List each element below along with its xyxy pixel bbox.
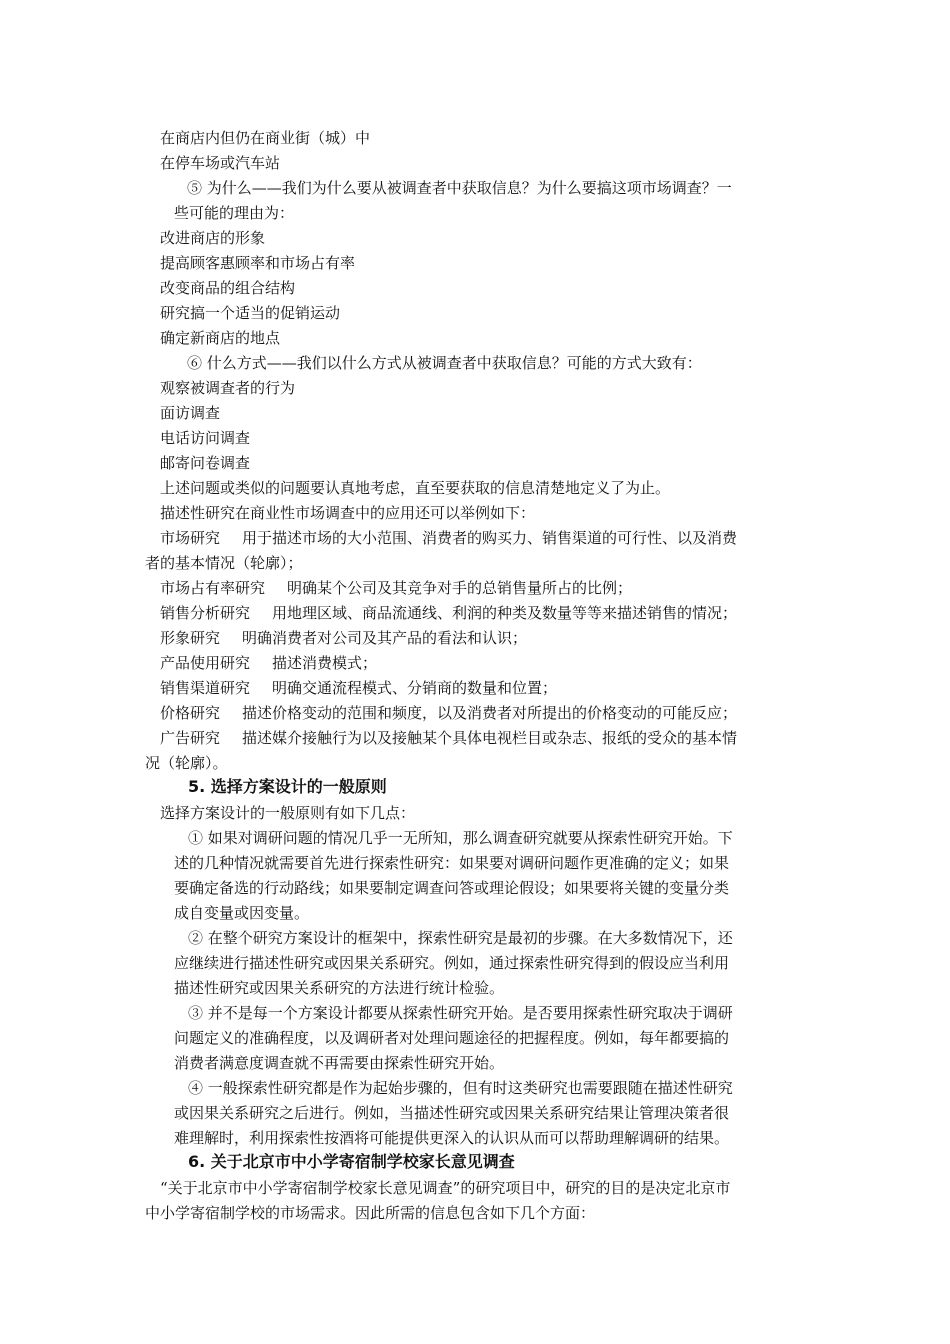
paragraph-line: 描述性研究在商业性市场调查中的应用还可以举例如下： [160, 504, 536, 522]
definition: 描述媒介接触行为以及接触某个具体电视栏目或杂志、报纸的受众的基本情 [242, 729, 738, 747]
definition-row [160, 578, 632, 598]
paragraph-line: 者的基本情况（轮廓）； [145, 554, 303, 572]
term: 市场研究 [160, 529, 221, 547]
definition: 明确消费者对公司及其产品的看法和认识； [242, 629, 528, 647]
list-item: 确定新商店的地点 [160, 329, 281, 347]
paragraph-line: 问题定义的准确程度，以及调研者对处理问题途径的把握程度。例如，每年都要搞的 [174, 1029, 730, 1047]
paragraph-line: 况（轮廓）。 [145, 754, 228, 772]
paragraph-line: ⑥ 什么方式——我们以什么方式从被调查者中获取信息？可能的方式大致有： [187, 354, 702, 372]
list-item: 邮寄问卷调查 [160, 454, 251, 472]
list-item: 在停车场或汽车站 [160, 154, 281, 172]
paragraph-line: 中小学寄宿制学校的市场需求。因此所需的信息包含如下几个方面： [145, 1204, 596, 1222]
paragraph-line: ④ 一般探索性研究都是作为起始步骤的，但有时这类研究也需要跟随在描述性研究 [188, 1079, 733, 1097]
definition-row [160, 653, 377, 673]
list-item: 面访调查 [160, 404, 221, 422]
definition-row [160, 728, 737, 748]
section-heading-6: 6. 关于北京市中小学寄宿制学校家长意见调查 [188, 1152, 515, 1171]
term: 销售渠道研究 [160, 679, 251, 697]
list-item: 观察被调查者的行为 [160, 379, 296, 397]
list-item: 在商店内但仍在商业街（城）中 [160, 129, 371, 147]
paragraph-line: ⑤ 为什么——我们为什么要从被调查者中获取信息？为什么要搞这项市场调查？一 [187, 179, 732, 197]
paragraph-line: 选择方案设计的一般原则有如下几点： [160, 804, 416, 822]
paragraph-line: “关于北京市中小学寄宿制学校家长意见调查”的研究项目中，研究的目的是决定北京市 [160, 1179, 731, 1197]
paragraph-line: 要确定备选的行动路线；如果要制定调查问答或理论假设；如果要将关键的变量分类 [174, 879, 730, 897]
paragraph-line: 上述问题或类似的问题要认真地考虑，直至要获取的信息清楚地定义了为止。 [160, 479, 671, 497]
paragraph-line: 述的几种情况就需要首先进行探索性研究：如果要对调研问题作更准确的定义；如果 [174, 854, 730, 872]
definition: 明确某个公司及其竞争对手的总销售量所占的比例； [287, 579, 633, 597]
paragraph-line: 消费者满意度调查就不再需要由探索性研究开始。 [174, 1054, 505, 1072]
definition: 用地理区域、商品流通线、利润的种类及数量等等来描述销售的情况； [272, 604, 738, 622]
definition-row [160, 603, 737, 623]
list-item: 提高顾客惠顾率和市场占有率 [160, 254, 356, 272]
paragraph-line: 或因果关系研究之后进行。例如，当描述性研究或因果关系研究结果让管理决策者很 [174, 1104, 730, 1122]
definition: 描述价格变动的范围和频度，以及消费者对所提出的价格变动的可能反应； [242, 704, 738, 722]
definition: 明确交通流程模式、分销商的数量和位置； [272, 679, 558, 697]
paragraph-line: ② 在整个研究方案设计的框架中，探索性研究是最初的步骤。在大多数情况下，还 [188, 929, 733, 947]
paragraph-line: 难理解时，利用探索性按酒将可能提供更深入的认识从而可以帮助理解调研的结果。 [174, 1129, 730, 1147]
paragraph-line: 描述性研究或因果关系研究的方法进行统计检验。 [174, 979, 505, 997]
paragraph-line: 些可能的理由为： [174, 204, 295, 222]
definition-row [160, 528, 737, 548]
paragraph-line: 应继续进行描述性研究或因果关系研究。例如，通过探索性研究得到的假设应当利用 [174, 954, 730, 972]
list-item: 改进商店的形象 [160, 229, 266, 247]
definition: 用于描述市场的大小范围、消费者的购买力、销售渠道的可行性、以及消费 [242, 529, 738, 547]
definition-row [160, 628, 527, 648]
term: 广告研究 [160, 729, 221, 747]
term: 形象研究 [160, 629, 221, 647]
term: 价格研究 [160, 704, 221, 722]
definition-row [160, 703, 737, 723]
list-item: 电话访问调查 [160, 429, 251, 447]
term: 销售分析研究 [160, 604, 251, 622]
paragraph-line: ③ 并不是每一个方案设计都要从探索性研究开始。是否要用探索性研究取决于调研 [188, 1004, 733, 1022]
paragraph-line: 成自变量或因变量。 [174, 904, 310, 922]
list-item: 研究搞一个适当的促销运动 [160, 304, 341, 322]
term: 市场占有率研究 [160, 579, 266, 597]
paragraph-line: ① 如果对调研问题的情况几乎一无所知，那么调查研究就要从探索性研究开始。下 [188, 829, 733, 847]
definition: 描述消费模式； [272, 654, 378, 672]
list-item: 改变商品的组合结构 [160, 279, 296, 297]
definition-row [160, 678, 557, 698]
section-heading-5: 5. 选择方案设计的一般原则 [188, 777, 387, 796]
term: 产品使用研究 [160, 654, 251, 672]
